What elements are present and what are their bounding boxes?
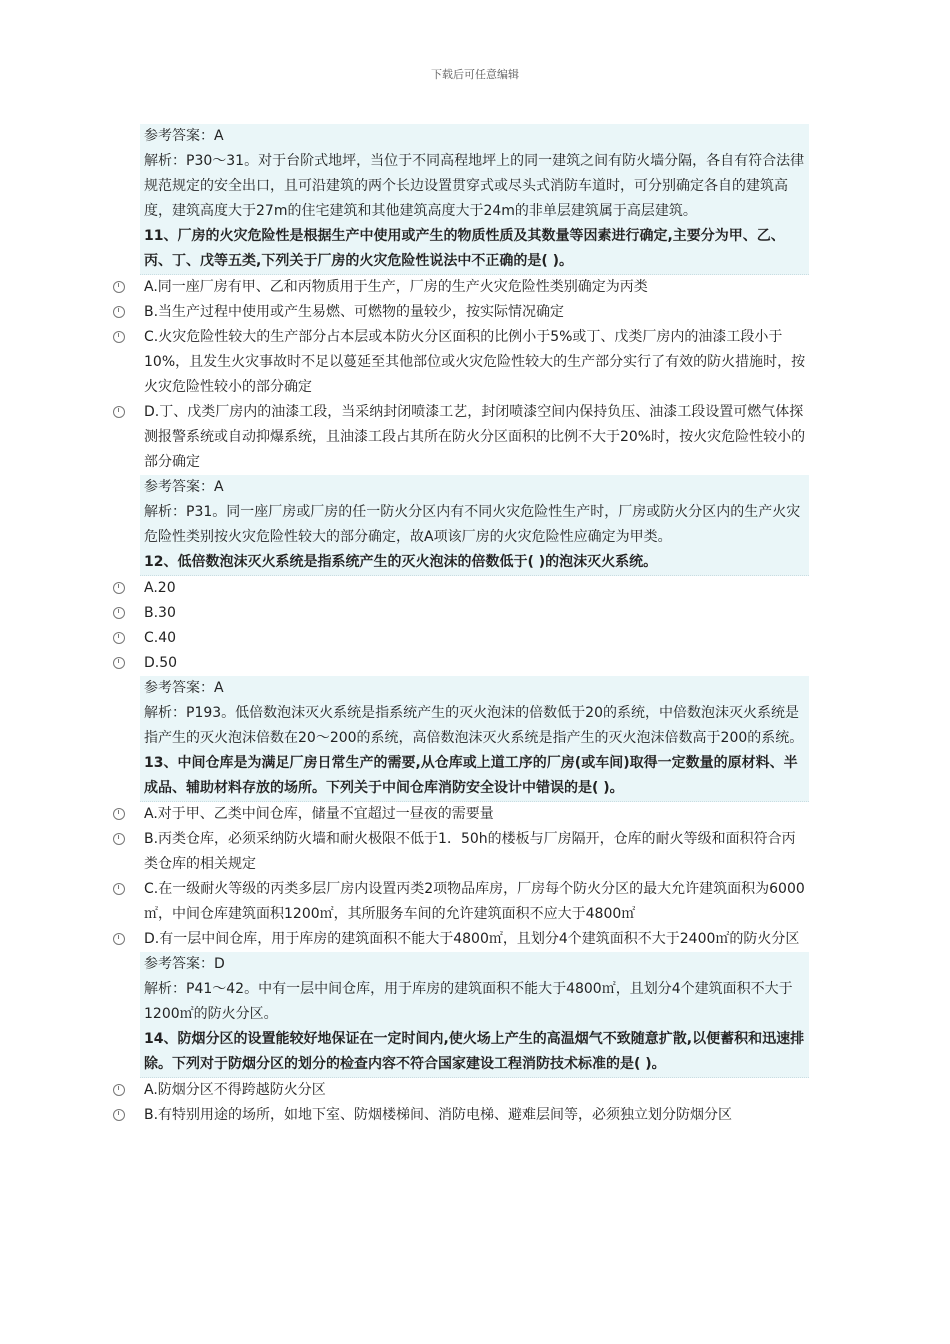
radio-icon[interactable] [113,331,125,343]
answer-explanation: 参考答案：A [140,676,809,701]
answer-explanation: 参考答案：A [140,124,809,149]
answer-option[interactable] [140,802,809,827]
answer-option[interactable] [140,626,809,651]
radio-icon[interactable] [113,833,125,845]
question-text: 14、防烟分区的设置能较好地保证在一定时间内,使火场上产生的高温烟气不致随意扩散,以便蓄积和迅速排除。下列对于防烟分区的划分的检查内容不符合国家建设工程消防技术标准的是( )。 [140,1027,809,1078]
radio-icon[interactable] [113,406,125,418]
radio-icon[interactable] [113,306,125,318]
answer-option[interactable] [140,325,809,400]
option-text: C.在一级耐火等级的丙类多层厂房内设置丙类2项物品库房，厂房每个防火分区的最大允许建筑面积为6000㎡，中间仓库建筑面积1200㎡，其所服务车间的允许建筑面积不应大于4800㎡ [144,881,805,922]
radio-icon[interactable] [113,1084,125,1096]
option-text: D.丁、戊类厂房内的油漆工段，当采纳封闭喷漆工艺，封闭喷漆空间内保持负压、油漆工段设置可燃气体探测报警系统或自动抑爆系统，且油漆工段占其所在防火分区面积的比例不大于20%时，按火灾危险性较小的部分确定 [144,404,806,470]
radio-icon[interactable] [113,883,125,895]
answer-explanation: 解析：P31。同一座厂房或厂房的任一防火分区内有不同火灾危险性生产时，厂房或防火分区内的生产火灾危险性类别按火灾危险性较大的部分确定，故A项该厂房的火灾危险性应确定为甲类。 [140,500,809,550]
option-text: B.当生产过程中使用或产生易燃、可燃物的量较少，按实际情况确定 [144,304,565,320]
answer-option[interactable] [140,1078,809,1103]
option-text: D.有一层中间仓库，用于库房的建筑面积不能大于4800㎡，且划分4个建筑面积不大于2400㎡的防火分区 [144,931,800,947]
answer-option[interactable] [140,877,809,927]
option-text: A.同一座厂房有甲、乙和丙物质用于生产，厂房的生产火灾危险性类别确定为丙类 [144,279,648,295]
answer-option[interactable] [140,651,809,676]
radio-icon[interactable] [113,1109,125,1121]
option-text: A.20 [144,580,176,596]
answer-option[interactable] [140,400,809,475]
answer-explanation: 解析：P30～31。对于台阶式地坪，当位于不同高程地坪上的同一建筑之间有防火墙分隔，各自有符合法律规范规定的安全出口，且可沿建筑的两个长边设置贯穿式或尽头式消防车道时，可分别确定各自的建筑高度，建筑高度大于27m的住宅建筑和其他建筑高度大于24m的非单层建筑属于高层建筑。 [140,149,809,224]
option-text: B.30 [144,605,176,621]
answer-option[interactable] [140,927,809,952]
document-body [0,124,950,1128]
radio-icon[interactable] [113,582,125,594]
answer-option[interactable] [140,275,809,300]
option-text: B.有特别用途的场所，如地下室、防烟楼梯间、消防电梯、避难层间等，必须独立划分防烟分区 [144,1107,733,1123]
radio-icon[interactable] [113,607,125,619]
answer-option[interactable] [140,300,809,325]
option-text: D.50 [144,655,178,671]
question-text: 13、中间仓库是为满足厂房日常生产的需要,从仓库或上道工序的厂房(或车间)取得一定数量的原材料、半成品、辅助材料存放的场所。下列关于中间仓库消防安全设计中错误的是( )。 [140,751,809,802]
answer-explanation: 参考答案：A [140,475,809,500]
answer-option[interactable] [140,1103,809,1128]
answer-option[interactable] [140,827,809,877]
answer-option[interactable] [140,576,809,601]
question-text: 12、低倍数泡沫灭火系统是指系统产生的灭火泡沫的倍数低于( )的泡沫灭火系统。 [140,550,809,576]
answer-explanation: 参考答案：D [140,952,809,977]
option-text: A.对于甲、乙类中间仓库，储量不宜超过一昼夜的需要量 [144,806,494,822]
radio-icon[interactable] [113,808,125,820]
answer-explanation: 解析：P193。低倍数泡沫灭火系统是指系统产生的灭火泡沫的倍数低于20的系统，中倍数泡沫灭火系统是指产生的灭火泡沫倍数在20～200的系统，高倍数泡沫灭火系统是指产生的灭火泡沫倍数高于200的系统。 [140,701,809,751]
option-text: B.丙类仓库，必须采纳防火墙和耐火极限不低于1．50h的楼板与厂房隔开，仓库的耐火等级和面积符合丙类仓库的相关规定 [144,831,796,872]
option-text: A.防烟分区不得跨越防火分区 [144,1082,326,1098]
question-text: 11、厂房的火灾危险性是根据生产中使用或产生的物质性质及其数量等因素进行确定,主要分为甲、乙、丙、丁、戊等五类,下列关于厂房的火灾危险性说法中不正确的是( )。 [140,224,809,275]
page-header: 下载后可任意编辑 [431,68,519,81]
radio-icon[interactable] [113,657,125,669]
option-text: C.40 [144,630,177,646]
answer-option[interactable] [140,601,809,626]
radio-icon[interactable] [113,281,125,293]
radio-icon[interactable] [113,632,125,644]
answer-explanation: 解析：P41～42。中有一层中间仓库，用于库房的建筑面积不能大于4800㎡，且划分4个建筑面积不大于1200㎡的防火分区。 [140,977,809,1027]
option-text: C.火灾危险性较大的生产部分占本层或本防火分区面积的比例小于5%或丁、戊类厂房内的油漆工段小于10%，且发生火灾事故时不足以蔓延至其他部位或火灾危险性较大的生产部分实行了有效的防火措施时，按火灾危险性较小的部分确定 [144,329,806,395]
radio-icon[interactable] [113,933,125,945]
